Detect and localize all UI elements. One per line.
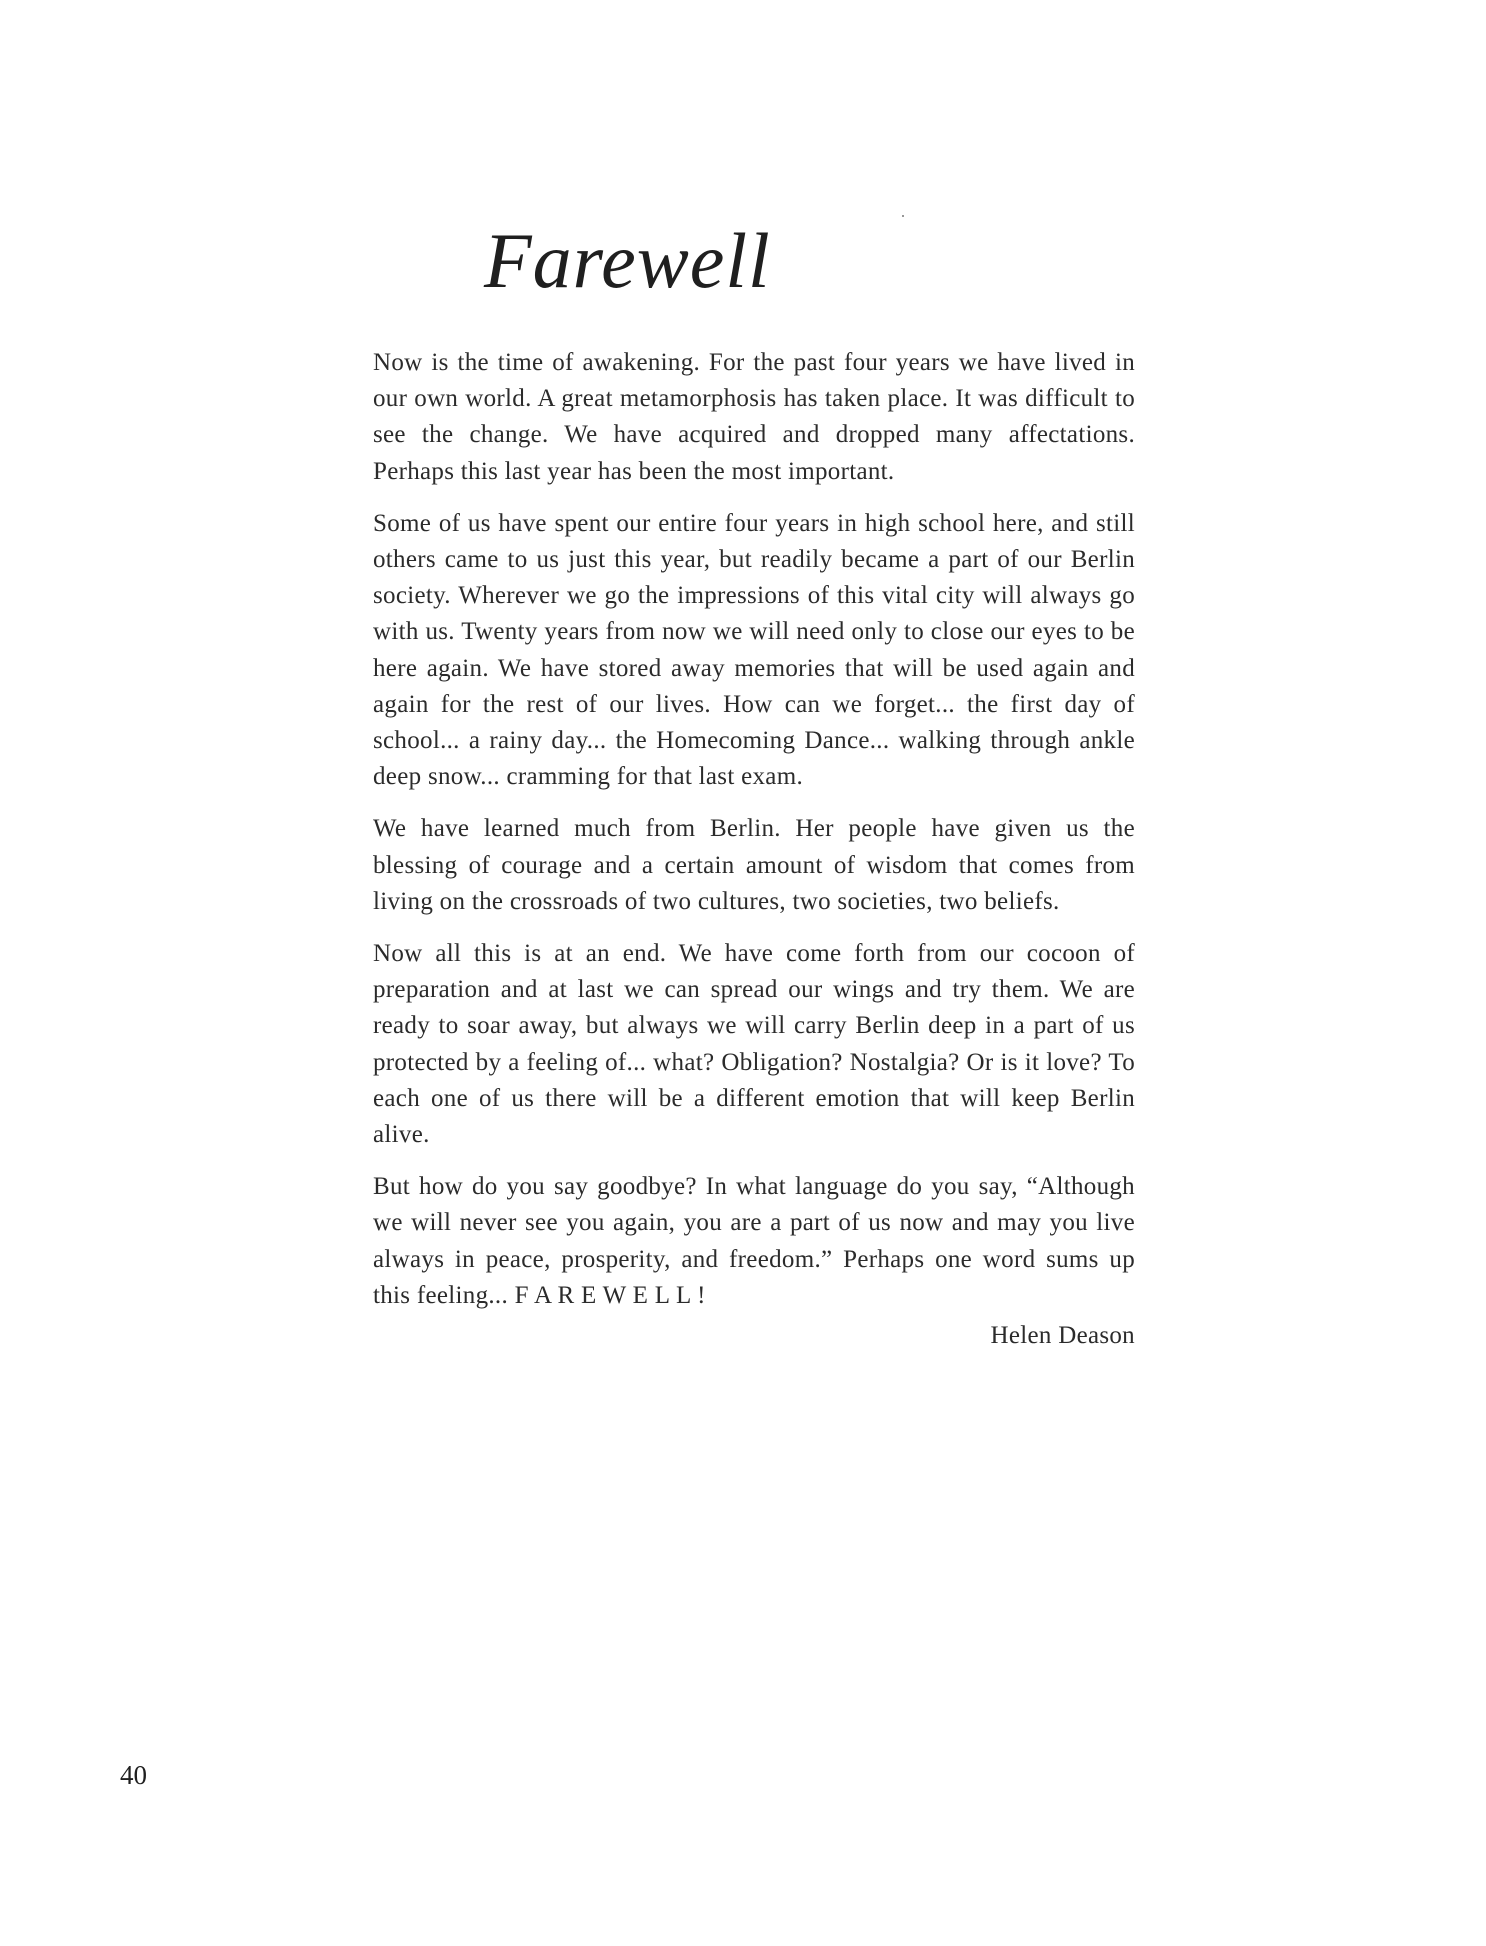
paragraph: Now all this is at an end. We have come forth from our cocoon of preparation and at last we can spread our wings and try them. We are ready to soar away, but always we will carry Berlin deep in a part of us protected by a feeling of... what? Obligation? Nostalgia? Or is it love? To each one of us there will be a different emotion that will keep Berlin alive. (373, 940, 1135, 1149)
paragraph: But how do you say goodbye? In what language do you say, “Although we will never see you again, you are a part of us now and may you live always in peace, prosperity, and freedom.” Perhaps one word sums up this feeling... F A R E W E L L ! (373, 1173, 1135, 1309)
page-number: 40 (120, 1760, 147, 1790)
paragraph: Some of us have spent our entire four years in high school here, and still others came to us just this year, but readily became a part of our Berlin society. Wherever we go the impressions of this vital city will always go with us. Twenty years from now we will need only to close our eyes to be here again. We have stored away memories that will be used again and again for the rest of our lives. How can we forget... the first day of school... a rainy day... the Homecoming Dance... walking through ankle deep snow... cramming for that last exam. (373, 509, 1135, 791)
page-title: Farewell (484, 217, 771, 304)
paragraph: We have learned much from Berlin. Her people have given us the blessing of courage and a certain amount of wisdom that comes from living on the crossroads of two cultures, two societies, two beliefs. (373, 815, 1135, 915)
paragraph: Now is the time of awakening. For the past four years we have lived in our own world. A great metamorphosis has taken place. It was difficult to see the change. We have acquired and dropped many affectations. Perhaps this last year has been the most important. (373, 349, 1135, 485)
author-signature: Helen Deason (990, 1322, 1135, 1350)
scan-speck (902, 215, 904, 217)
body-text (373, 345, 1135, 1354)
